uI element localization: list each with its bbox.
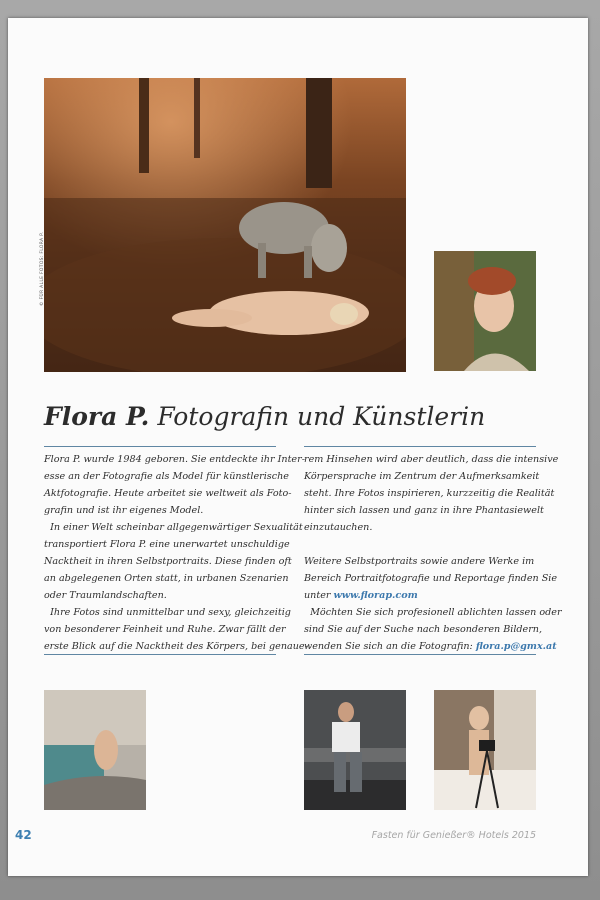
text-line: Körpersprache im Zentrum der Aufmerksamkeit: [304, 471, 540, 482]
page-number: 42: [15, 828, 32, 842]
main-photo-wolf-forest: [44, 78, 406, 372]
email-link[interactable]: flora.p@gmx.at: [475, 641, 557, 652]
text-line: grafin und ist ihr eigenes Model.: [44, 505, 204, 516]
text-line: esse an der Fotografie als Model für künstlerische: [44, 471, 289, 482]
article-headline: [44, 402, 485, 431]
text-line: [304, 587, 562, 604]
text-column-right: [304, 451, 562, 655]
text-line: Ihre Fotos sind unmittelbar und sexy, gleichzeitig: [44, 607, 291, 618]
magazine-page: [8, 18, 588, 876]
portrait-photo: [434, 251, 536, 371]
text-line: [304, 638, 562, 655]
text-line: rem Hinsehen wird aber deutlich, dass die intensive: [304, 454, 559, 465]
text-fragment: wenden Sie sich an die Fotografin:: [304, 641, 476, 652]
photo-coast-rocks: [44, 690, 146, 810]
rule-top-right: [304, 446, 536, 447]
text-line: transportiert Flora P. eine unerwartet unschuldige: [44, 539, 290, 550]
text-line: hinter sich lassen und ganz in ihre Phantasiewelt: [304, 505, 544, 516]
text-line: einzutauchen.: [304, 522, 373, 533]
text-line: oder Traumlandschaften.: [44, 590, 167, 601]
website-link[interactable]: www.florap.com: [333, 590, 418, 601]
text-line: Nacktheit in ihren Selbstportraits. Diese finden oft: [44, 556, 292, 567]
text-line: Möchten Sie sich profesionell ablichten lassen oder: [304, 607, 562, 618]
headline-name: Flora P.: [44, 402, 150, 431]
blank-line: [304, 536, 562, 553]
headline-title: Fotografin und Künstlerin: [157, 402, 486, 431]
rule-bottom-right: [304, 654, 536, 655]
text-line: Flora P. wurde 1984 geboren. Sie entdeckte ihr Inter-: [44, 454, 305, 465]
text-column-left: [44, 451, 308, 655]
text-line: erste Blick auf die Nacktheit des Körpers, bei genaue-: [44, 641, 308, 652]
text-line: an abgelegenen Orten statt, in urbanen Szenarien: [44, 573, 289, 584]
rule-bottom-left: [44, 654, 276, 655]
text-line: Aktfotografie. Heute arbeitet sie weltweit als Foto-: [44, 488, 292, 499]
photo-man-seated: [304, 690, 406, 810]
photo-camera-selfportrait: [434, 690, 536, 810]
text-fragment: unter: [304, 590, 334, 601]
text-line: Bereich Portraitfotografie und Reportage finden Sie: [304, 573, 558, 584]
text-line: Weitere Selbstportraits sowie andere Werke im: [304, 556, 535, 567]
text-line: In einer Welt scheinbar allgegenwärtiger Sexualität: [44, 522, 303, 533]
text-line: steht. Ihre Fotos inspirieren, kurzzeitig die Realität: [304, 488, 555, 499]
text-line: von besonderer Feinheit und Ruhe. Zwar fällt der: [44, 624, 286, 635]
rule-top-left: [44, 446, 276, 447]
photo-credit: © FÜR ALLE FOTOS: FLORA P.: [40, 231, 45, 306]
text-line: sind Sie auf der Suche nach besonderen Bildern,: [304, 624, 543, 635]
publication-title: Fasten für Genießer® Hotels 2015: [371, 830, 536, 841]
